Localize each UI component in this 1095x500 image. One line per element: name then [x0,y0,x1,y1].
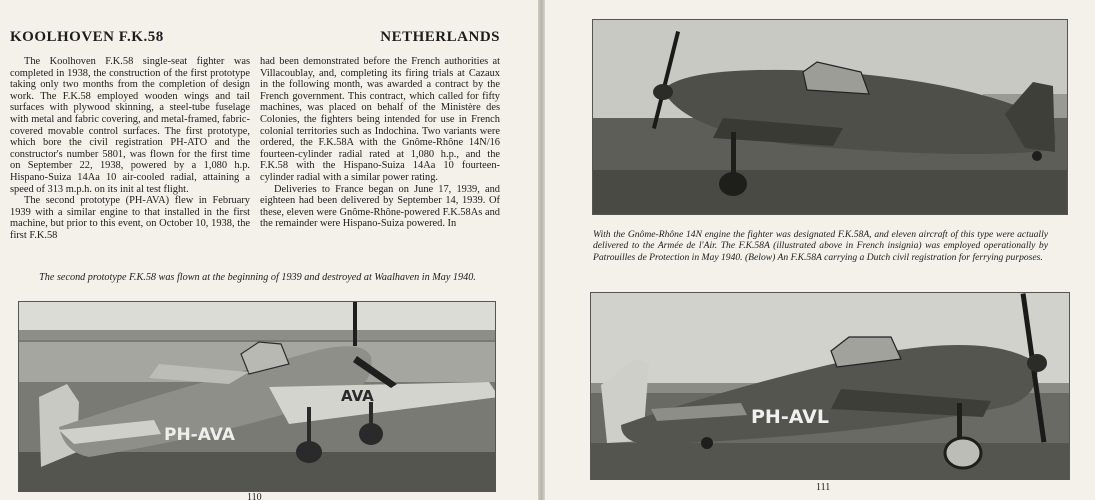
aircraft-photo-drawing [19,302,495,491]
page-header [10,29,500,51]
paragraph: The second prototype (PH-AVA) flew in February 1939 with a similar engine to that installed in the first machine, but prior to this event, on October 10, 1938, the first F.K.58 [10,195,250,241]
aircraft-photo-drawing [593,20,1067,214]
text-column-2 [260,56,500,230]
paragraph: The Koolhoven F.K.58 single-seat fighter was completed in 1938, the construction of the first prototype taking only two months from the completion of design work. The F.K.58 employed wooden wings and tail surfaces with plywood skinning, a steel-tube fuselage with metal and fabric covering, and metal-framed, fabric-covered movable control surfaces. The first prototype, which bore the civil registration PH-ATO and the constructor's number 5801, was flown for the first time on September 22, 1938, powered by a 1,080 h.p. Hispano-Suiza 14Aa 10 air-cooled radial, attaining a speed of 313 m.p.h. on its init al test flight. [10,56,250,195]
aircraft-photo-drawing [591,293,1069,479]
aircraft-photo-ph-avl [590,292,1070,480]
aircraft-photo-french-insignia [592,19,1068,215]
paragraph: Deliveries to France began on June 17, 1939, and eighteen had been delivered by September 14, 1939. Of these, eleven were Gnôme-Rhône-powered F.K.58As and the remainder were Hispano-Suiza powered. In [260,183,500,230]
registration-marking: PH-AVL [751,406,829,428]
left-page [0,0,538,500]
paragraph: had been demonstrated before the French authorities at Villacoublay, and, completing its firing trials at Cazaux in the following month, was awarded a contract by the French government. This contract, which called for fifty machines, was placed on behalf of the Ministère des Colonies, the fighters being intended for use in French colonial territories such as Indochina. Two variants were ordered, the F.K.58A with the Gnôme-Rhône 14N/16 fourteen-cylinder radial rated at 1,080 h.p., and the F.K.58 with the Hispano-Suiza 14Aa 10 fourteen-cylinder radial with a similar power rating. [260,56,500,183]
right-page [545,0,1095,500]
country-heading: NETHERLANDS [380,29,500,45]
book-gutter [538,0,545,500]
wing-marking: AVA [341,387,374,405]
photo-caption: With the Gnôme-Rhône 14N engine the fighter was designated F.K.58A, and eleven aircraft of this type were actually delivered to the Armée de l'Air. The F.K.58A (illustrated above in French insignia) was employed operationally by Patrouilles de Protection in May 1940. (Below) An F.K.58A carrying a Dutch civil registration for ferrying purposes. [593,229,1048,263]
text-column-1 [10,56,250,242]
registration-marking: PH-AVA [164,425,235,445]
aircraft-photo-ph-ava [18,301,496,492]
article-title: KOOLHOVEN F.K.58 [10,29,164,45]
page-number: 111 [816,482,831,493]
page-number: 110 [247,492,262,500]
photo-caption: The second prototype F.K.58 was flown at the beginning of 1939 and destroyed at Waalhaven in May 1940. [39,272,476,283]
